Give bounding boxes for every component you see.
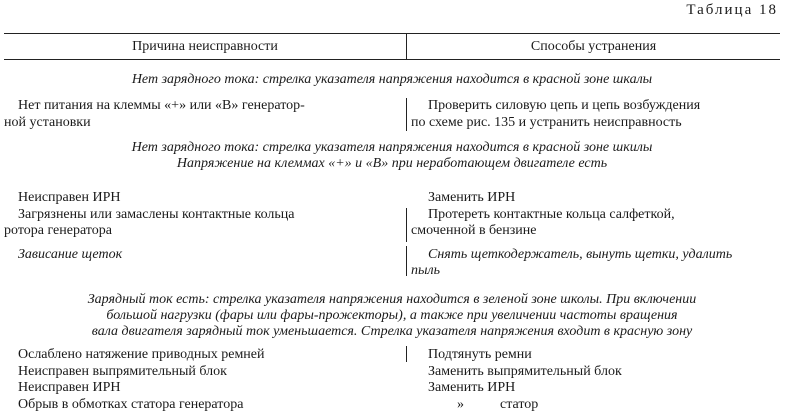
section2-heading-line2: Напряжение на клеммах «+» и «В» при неработающем двигателе есть — [176, 156, 608, 171]
header-bottom-rule — [4, 59, 780, 60]
s3-row1-divider — [406, 346, 407, 362]
s3-row4-cause: Обрыв в обмотках статора генератора — [18, 397, 244, 412]
s2-row3-cause: Зависание щеток — [18, 247, 123, 262]
s1-row1-divider — [406, 98, 407, 131]
s3-row1-cause: Ослаблено натяжение приводных ремней — [18, 347, 265, 362]
header-cause: Причина неисправности — [132, 39, 278, 54]
section3-heading-line1: Зарядный ток есть: стрелка указателя напряжения находится в зеленой зоне школы. При включении — [87, 292, 697, 307]
s3-row2-remedy: Заменить выпрямительный блок — [428, 364, 622, 379]
s2-row1-cause: Неисправен ИРН — [18, 190, 121, 205]
s2-row3-remedy-line1: Снять щеткодержатель, вынуть щетки, удалить — [428, 247, 733, 262]
s3-row3-cause: Неисправен ИРН — [18, 380, 121, 395]
s3-row4-remedy: статор — [500, 397, 539, 412]
s2-row2-divider — [406, 208, 407, 242]
header-top-rule — [4, 33, 780, 34]
s2-row2-remedy-line1: Протереть контактные кольца салфеткой, — [428, 207, 675, 222]
s3-row3-remedy: Заменить ИРН — [428, 380, 516, 395]
s2-row3-remedy-line2: пыль — [411, 263, 440, 278]
s2-row2-remedy-line2: смоченной в бензине — [411, 223, 537, 238]
section3-heading-line3: вала двигателя зарядный ток уменьшается. Стрелка указателя напряжения входит в красную зону — [91, 324, 693, 339]
s2-row2-cause-line2: ротора генератора — [4, 223, 112, 238]
section3-heading-line2: большой нагрузки (фары или фары-прожекторы), а также при увеличении частоты вращения — [106, 308, 678, 323]
s2-row1-remedy: Заменить ИРН — [428, 190, 516, 205]
s3-row2-cause: Неисправен выпрямительный блок — [18, 364, 227, 379]
s1-row1-remedy-line1: Проверить силовую цепь и цепь возбуждения — [428, 98, 701, 113]
section2-heading-line1: Нет зарядного тока: стрелка указателя напряжения находится в красной зоне шкилы — [131, 140, 653, 155]
header-remedy: Способы устранения — [530, 39, 657, 54]
s1-row1-cause-line2: ной установки — [4, 115, 91, 130]
table-label: Таблица 18 — [686, 2, 778, 18]
section1-heading: Нет зарядного тока: стрелка указателя напряжения находится в красной зоне шкалы — [131, 72, 653, 87]
s3-row4-ditto-mark: » — [457, 397, 464, 412]
s1-row1-cause-line1: Нет питания на клеммы «+» или «В» генератор- — [18, 98, 305, 113]
s1-row1-remedy-line2: по схеме рис. 135 и устранить неисправность — [411, 115, 682, 130]
s3-row1-remedy: Подтянуть ремни — [428, 347, 532, 362]
s2-row3-divider — [406, 246, 407, 276]
s2-row2-cause-line1: Загрязнены или замаслены контактные кольца — [18, 207, 295, 222]
